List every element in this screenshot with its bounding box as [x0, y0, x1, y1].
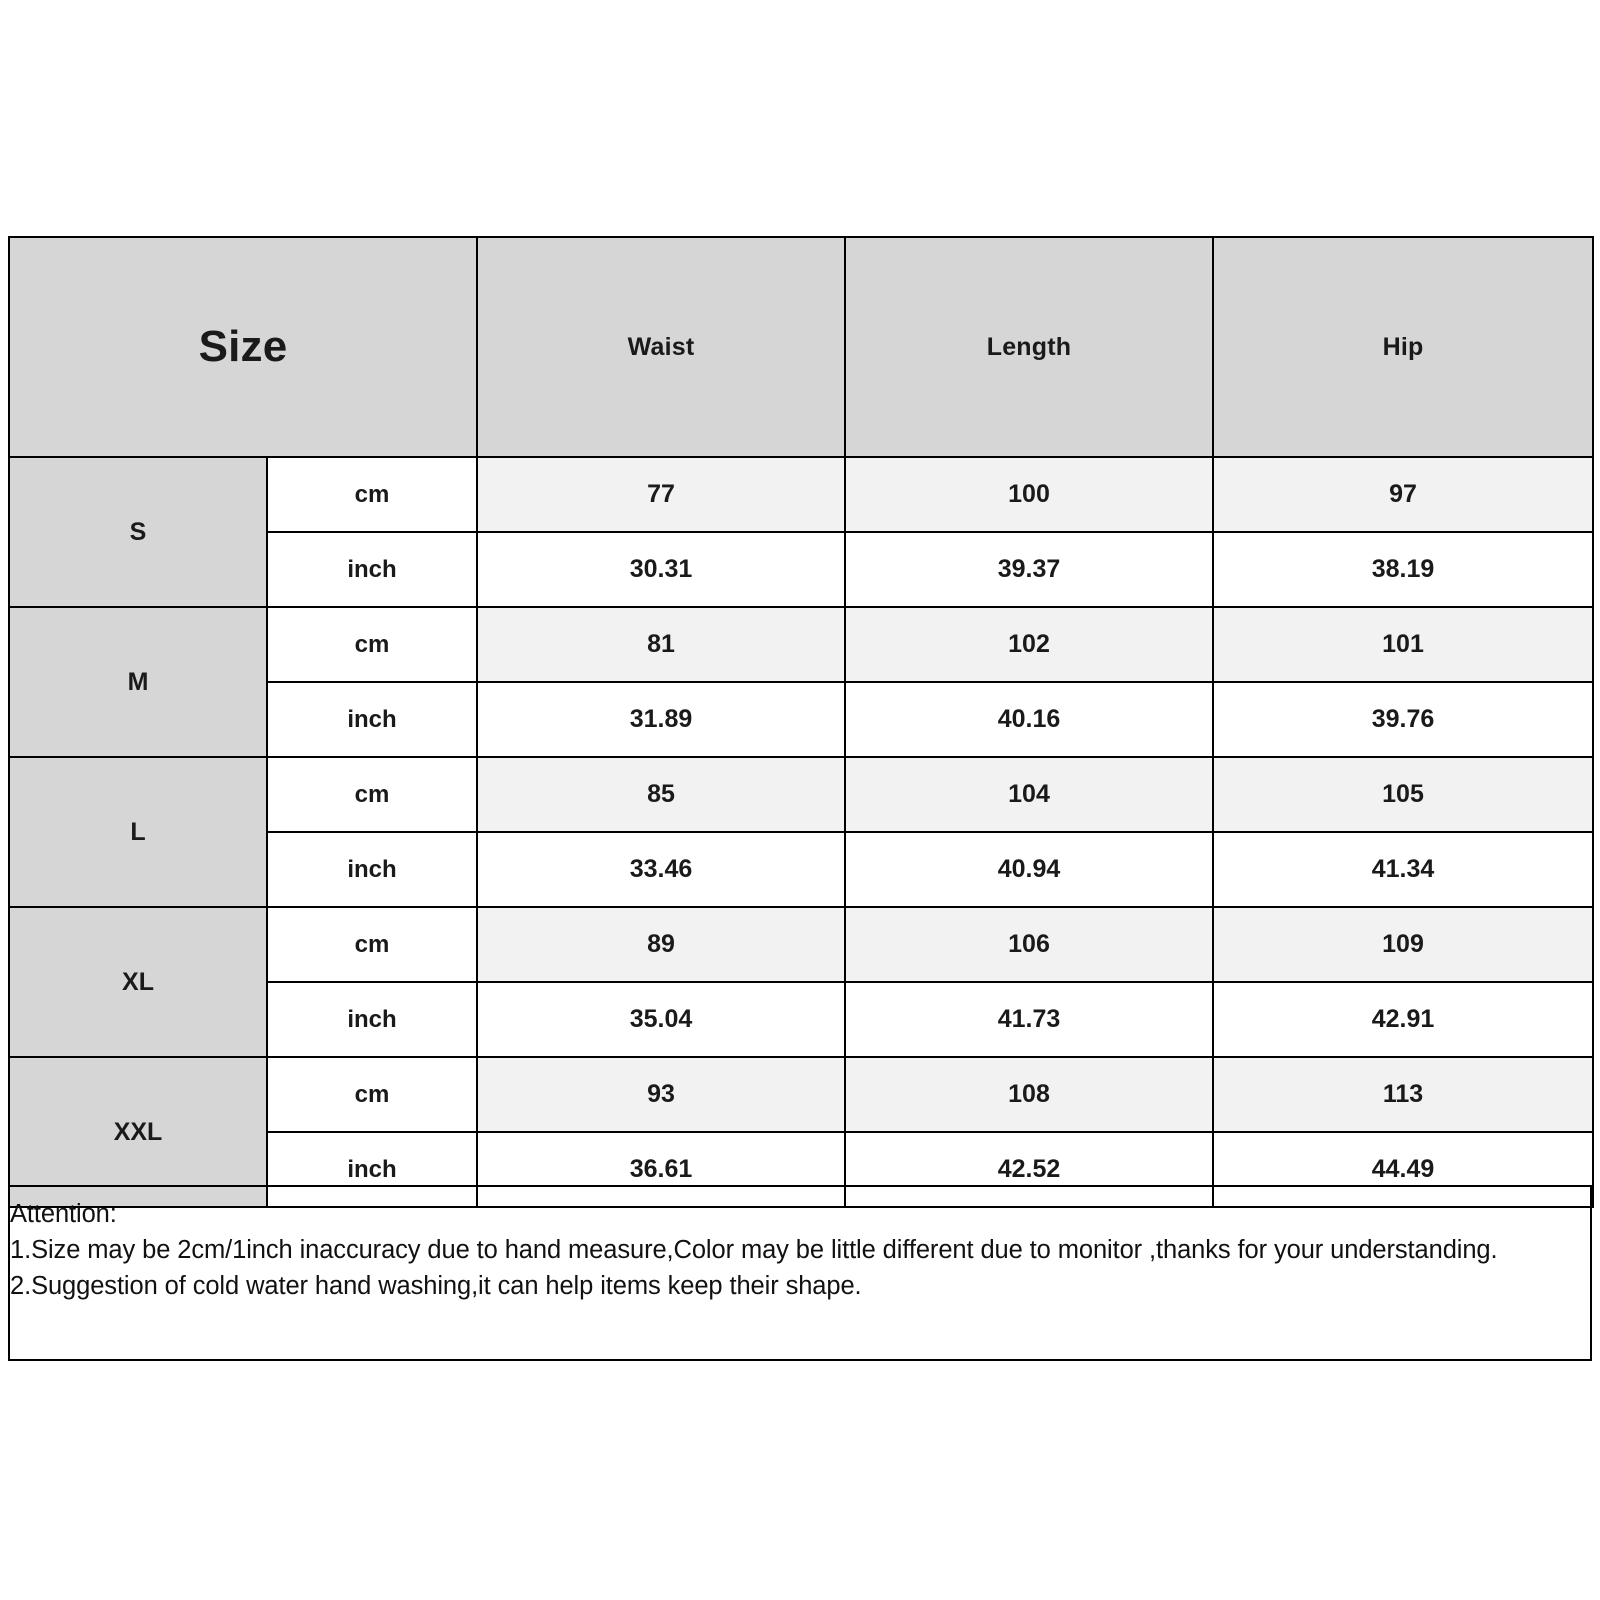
value-hip-inch: 41.34	[1213, 832, 1593, 907]
size-label-xl: XL	[9, 907, 267, 1057]
value-hip-inch: 42.91	[1213, 982, 1593, 1057]
attention-top-divider	[8, 1185, 1592, 1187]
value-hip-cm: 113	[1213, 1057, 1593, 1132]
value-waist-inch: 35.04	[477, 982, 845, 1057]
value-hip-cm: 97	[1213, 457, 1593, 532]
value-waist-inch: 30.31	[477, 532, 845, 607]
table-row	[9, 907, 1593, 982]
value-waist-cm: 93	[477, 1057, 845, 1132]
attention-right-border	[1590, 1185, 1592, 1361]
attention-note-1: 1.Size may be 2cm/1inch inaccuracy due to hand measure,Color may be little different due to monitor ,thanks for your understanding.	[10, 1236, 1498, 1265]
value-waist-cm: 85	[477, 757, 845, 832]
size-label-l: L	[9, 757, 267, 907]
value-waist-inch: 33.46	[477, 832, 845, 907]
attention-bottom-border	[8, 1359, 1592, 1361]
value-hip-cm: 109	[1213, 907, 1593, 982]
value-length-inch: 40.16	[845, 682, 1213, 757]
value-length-inch: 39.37	[845, 532, 1213, 607]
size-chart-table-wrapper	[8, 236, 1592, 1208]
size-label-m: M	[9, 607, 267, 757]
value-hip-cm: 101	[1213, 607, 1593, 682]
table-row	[9, 457, 1593, 532]
unit-inch: inch	[267, 682, 477, 757]
unit-cm: cm	[267, 457, 477, 532]
table-row	[9, 757, 1593, 832]
attention-note-2: 2.Suggestion of cold water hand washing,it can help items keep their shape.	[10, 1272, 862, 1301]
header-hip: Hip	[1213, 237, 1593, 457]
value-hip-inch: 44.49	[1213, 1132, 1593, 1207]
value-length-inch: 41.73	[845, 982, 1213, 1057]
unit-inch: inch	[267, 982, 477, 1057]
size-label-s: S	[9, 457, 267, 607]
value-length-inch: 40.94	[845, 832, 1213, 907]
value-waist-inch: 31.89	[477, 682, 845, 757]
table-header-row	[9, 237, 1593, 457]
value-waist-cm: 77	[477, 457, 845, 532]
value-hip-inch: 38.19	[1213, 532, 1593, 607]
size-label-xxl: XXL	[9, 1057, 267, 1207]
header-waist: Waist	[477, 237, 845, 457]
unit-cm: cm	[267, 907, 477, 982]
header-length: Length	[845, 237, 1213, 457]
value-length-inch: 42.52	[845, 1132, 1213, 1207]
value-length-cm: 100	[845, 457, 1213, 532]
value-length-cm: 104	[845, 757, 1213, 832]
size-chart-table	[8, 236, 1594, 1208]
header-size: Size	[9, 237, 477, 457]
unit-inch: inch	[267, 532, 477, 607]
table-row	[9, 607, 1593, 682]
attention-block	[10, 1196, 1580, 1305]
unit-cm: cm	[267, 1057, 477, 1132]
value-length-cm: 108	[845, 1057, 1213, 1132]
attention-title: Attention:	[10, 1200, 117, 1228]
unit-cm: cm	[267, 757, 477, 832]
unit-inch: inch	[267, 1132, 477, 1207]
value-hip-inch: 39.76	[1213, 682, 1593, 757]
unit-inch: inch	[267, 832, 477, 907]
value-waist-cm: 89	[477, 907, 845, 982]
value-hip-cm: 105	[1213, 757, 1593, 832]
value-length-cm: 106	[845, 907, 1213, 982]
value-length-cm: 102	[845, 607, 1213, 682]
value-waist-inch: 36.61	[477, 1132, 845, 1207]
table-row	[9, 1057, 1593, 1132]
value-waist-cm: 81	[477, 607, 845, 682]
unit-cm: cm	[267, 607, 477, 682]
